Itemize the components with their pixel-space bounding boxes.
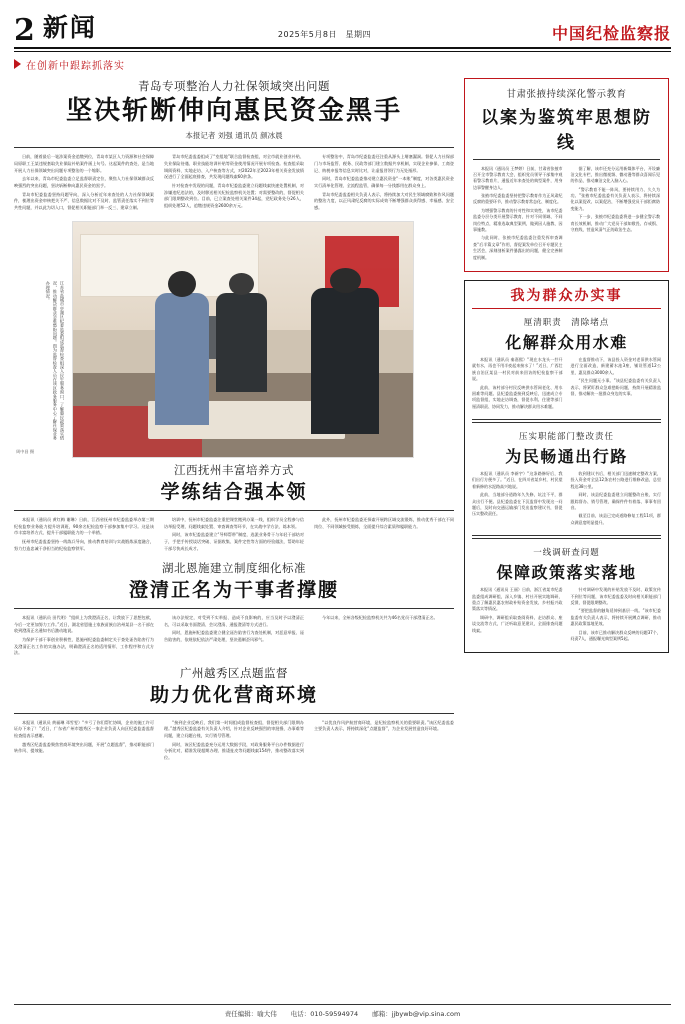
- right-item-1-text-col-1: 本报讯（通讯员 秦嘉熙）“现在水龙头一拧开就有水，再也不用半夜起来接水了！”近日，广西壮族自治区某县一村民对前来回访的纪检监察干部说。 此前，该村部分村民反映供水管网老化、用水困难等问题。县纪委监委接到反映后，迅速成立专项监督组，实地走访调查，督促水利、住建等部门厘清职责、协同发力，推动解决群众用水难题。: [472, 356, 563, 409]
- article-2-headline: 学练结合强本领: [160, 481, 308, 504]
- lead-text-col-1: 日前，随着最后一笔涉案资金追缴到位，青岛市某区人力资源和社会保障局原职工王某违规套取失业保险补贴案件画上句号。这起案件的查处，是当地开展人力社保领域突出问题专项整治的一个缩影。 去年以来，青岛市纪委监委立足监督职责定位，聚焦人力社保领域群众反映强烈的突出问题，坚决斩断伸向惠民资金的黑手。 青岛市纪委监委坚持问题导向，深入分析近年来查处的人力社保领域案件，梳理出资金审核把关不严、信息数据比对不及时、监管责任落实不到位等共性问题，并以此为切入口，督促相关职能部门举一反三、建章立制。: [14, 154, 154, 210]
- column-strip: [14, 57, 671, 72]
- right-item-3-text-col-2: 针对调研中发现的补贴发放不及时、政策宣传不到位等问题，该市纪委监委及时向相关职能部门反馈，督促限期整改。 “要把监督的触角延伸到基层一线。”该市纪委监委有关负责人表示，将持续开展蹲点调研，推动惠民政策落地见效。 目前，该市已推动解决群众反映的问题37个，问责7人，通报曝光典型案例5起。: [570, 587, 661, 641]
- article-4-headline: 助力优化营商环境: [149, 683, 318, 706]
- article-4-kicker: 广州越秀区点题监督: [180, 665, 288, 680]
- lead-headline: 坚决斩断伸向惠民资金黑手: [65, 95, 402, 126]
- lead-text-col-2: 青岛市纪委监委组成了“室组地”联合监督检查组，对全市就业创业补贴、失业保险待遇、职业技能培训补贴等资金使用情况开展专项检查。检查组采取调阅资料、实地走访、入户核查等方式，对2022年至2023年相关资金发放情况进行了全面起底排查，共发现问题线索60余条。 针对检查中发现的问题，青岛市纪委监委建立问题线索快速处置机制，对涉嫌违纪违法的，及时移送相关纪检监察机关处置；对需要整改的，督促相关部门限期整改到位。目前，已立案查处相关案件34起，党纪政务处分26人，组织处理52人，追缴违规资金2600余万元。: [164, 154, 304, 208]
- right-item-1-kicker: 厘清职责 清除堵点: [523, 317, 610, 328]
- article-4: [14, 665, 454, 764]
- divider: [14, 608, 454, 609]
- divider: [472, 535, 661, 539]
- masthead-left: [14, 8, 97, 48]
- article-4-text-col-2: “接到企业反映后，我们第一时间组成监督检查组，督促相关部门限期办理。”越秀区纪委监委有关负责人介绍，针对企业反映强烈的审批慢、办事难等问题，建立问题台账，实行销号管理。 同时，该区纪委监委充分运用大数据手段，对政务服务平台办件数据进行分析比对，精准发现超期办理、推诿扯皮等问题线索154件，推动整改落实到位。: [164, 719, 304, 760]
- issue-date: 2025年5月8日 星期四: [277, 30, 371, 39]
- news-photo: [72, 221, 414, 458]
- right-item-3-kicker: 一线调研查问题: [533, 548, 600, 559]
- photo-credit: 周中昌 摄: [16, 449, 35, 455]
- masthead-rule-2: [14, 51, 671, 52]
- right-top-kicker: 甘肃张掖持续深化警示教育: [506, 88, 627, 100]
- article-3-kicker: 湖北恩施建立制度细化标准: [162, 561, 306, 576]
- footer-editor: 责任编辑：喻大伟: [224, 1010, 277, 1018]
- article-lead: [14, 78, 454, 214]
- article-2-kicker: 江西抚州丰富培养方式: [174, 463, 294, 478]
- article-2-text-col-1: 本报讯（通讯员 黄红梅 谢琳）日前，江西省抚州市纪委监委举办第三期纪检监察业务能力提升培训班，90余名纪检监察干部参加集中学习。这是该市丰富培养方式、提升干部履职能力的一个举措。 抚州市纪委监委坚持一线练兵导向，推动教育培训与实战锻炼深度融合，努力打造忠诚干净担当的纪检监察铁军。: [14, 517, 154, 551]
- body-grid: [14, 78, 671, 764]
- divider: [472, 419, 661, 423]
- footer-phone: 电话：010-59594974: [290, 1010, 359, 1018]
- paper-name: 中国纪检监察报: [551, 24, 671, 43]
- photo-caption: 江苏省盐城市亭湖区纪委监委组成监督检查组深入民生服务窗口，了解惠民政策落实情况，推动解决群众急难愁盼问题。图为监督检查人员在该区政务服务中心了解社保业务办理情况。: [45, 281, 65, 441]
- divider: [14, 510, 454, 511]
- triangle-bullet-icon: [14, 59, 21, 69]
- article-3-headline: 澄清正名为干事者撑腰: [128, 579, 339, 602]
- right-item-2-text-col-2: 收到建议书后，相关部门迅速制定整改方案，投入资金对全县12条农村公路进行维修改造，总里程达38公里。 同时，该县纪委监委建立问题整改台账，实行跟踪督办、销号管理，确保件件有着落、事事有回音。 截至目前，该县已完成道路修复工程11项，群众满意度明显提升。: [570, 471, 661, 525]
- page-footer: [14, 1004, 671, 1018]
- article-3: [14, 560, 454, 659]
- divider: [14, 713, 454, 714]
- column-strip-label: 在创新中跟踪抓落实: [26, 60, 125, 72]
- article-2: [14, 462, 454, 554]
- right-item-2-kicker: 压实职能部门整改责任: [518, 432, 614, 443]
- divider: [473, 159, 660, 160]
- right-item-1-headline: 化解群众用水难: [505, 332, 628, 352]
- section-title: 新闻: [42, 13, 97, 42]
- photo-block: [14, 221, 454, 458]
- masthead: [14, 0, 671, 48]
- right-item-3: [472, 546, 661, 644]
- right-top-text-col-2: 据了解，该市还充分运用新媒体平台，开设廉洁文化专栏，推出微视频、微动漫等群众喜闻乐见的作品，推动廉洁文化入脑入心。 “警示教育不能一阵风，要持续用力、久久为功。”张掖市纪委监委有关负责人表示，将持续深化以案促改、以案促治，不断增强党员干部拒腐防变能力。 下一步，张掖市纪委监委将进一步健全警示教育长效机制，推动广大党员干部知敬畏、存戒惧、守底线，营造风清气正的政治生态。: [570, 165, 660, 233]
- page-number: 2: [14, 13, 35, 48]
- footer-email: 邮箱：jjbywb@vip.sina.com: [372, 1010, 461, 1018]
- right-item-2-headline: 为民畅通出行路: [505, 447, 628, 467]
- section-banner: 我为群众办实事: [472, 285, 661, 309]
- right-top-headline: 以案为鉴筑牢思想防线: [481, 107, 652, 153]
- lead-text-col-3: 专项整治中，青岛市纪委监委还注重从源头上堵塞漏洞。督促人力社保部门与市场监管、税务、民政等部门建立数据共享机制，实现企业参保、工商登记、纳税申报等信息实时比对，让虚报冒领行为无处遁形。 同时，青岛市纪委监委推动建立惠民资金“一本账”制度，对各类惠民资金实行清单化管理、全流程监管，确保每一分钱都用在群众身上。 青岛市纪委监委相关负责人表示，将持续加大对民生领域腐败和作风问题的整治力度，以正风肃纪反腐的实际成效不断增强群众获得感、幸福感、安全感。: [314, 154, 454, 210]
- divider: [14, 147, 454, 148]
- article-3-text-col-2: 该办法规定，对受到不实举报、造成不良影响的，应当及时予以澄清正名，可以采取书面澄清、会议澄清、通报澄清等方式进行。 同时，恩施州纪委监委建立健全诬告陷害行为查处机制，对恶意举报、诬告陷害的，依规依纪依法严肃处理，坚决遏制歪风邪气。: [164, 615, 304, 642]
- article-3-text-col-3: 今年以来，全州各级纪检监察机关共为46名党员干部澄清正名。: [322, 615, 438, 621]
- article-3-text-col-1: 本报讯（通讯员 田代明）“组织上为我澄清正名，让我放下了思想包袱，今后一定更加努力工作。”近日，湖北省恩施土家族苗族自治州某县一名干部在收到澄清正名通知书后激动地说。 为保护干部干事创业积极性，恩施州纪委监委制定关于查处诬告陷害行为及澄清正名工作的实施办法，明确澄清正名的适用情形、工作程序和方式方法。: [14, 615, 154, 656]
- right-column: [464, 78, 669, 764]
- section-my-service-box: [464, 280, 669, 653]
- lead-kicker: 青岛专项整治人力社保领域突出问题: [138, 78, 330, 93]
- right-item-2: [472, 430, 661, 528]
- right-item-3-text-col-1: 本报讯（通讯员 王丽）日前，浙江省某市纪委监委组成调研组，深入乡镇、村社开展实地调研，重点了解惠民惠农财政补贴资金发放、乡村振兴政策落实等情况。 调研中，调研组采取查阅资料、走访群众、座谈交流等方式，广泛听取意见建议，全面排查问题线索。: [472, 587, 563, 633]
- lead-byline: 本报记者 刘强 通讯员 颜冰晨: [185, 131, 283, 141]
- masthead-rule: [14, 47, 671, 49]
- article-right-top: [464, 78, 669, 272]
- right-item-1-text-col-2: 在监督推动下，该县投入资金对老旧供水管网进行全面改造，新建蓄水池3座，铺设管道12公里，惠及群众3000余人。 “民生问题无小事。”该县纪委监委有关负责人表示，将紧盯群众急难愁盼问题，持续开展精准监督，推动解决一批群众身边的实事。: [570, 356, 661, 396]
- left-column: [14, 78, 454, 764]
- article-4-text-col-3: “以优良作风护航营商环境，是纪检监察机关的重要职责。”该区纪委监委主要负责人表示，将持续深化“点题监督”，为企业发展营造良好环境。: [314, 719, 454, 732]
- article-4-text-col-1: 本报讯（通讯员 黄福琳 邓雪雯）“多亏了你们帮忙协调，企业的施工许可证办下来了！”近日，广东省广州市越秀区一家企业负责人向区纪委监委监督检查组表示感谢。 越秀区纪委监委聚焦营商环境突出问题，开展“点题监督”，推动职能部门转作风、提效能。: [14, 719, 154, 754]
- article-2-text-col-3: 此外，抚州市纪委监委还探索开展跨区域交流锻炼，推动优秀干部在不同岗位、不同领域接受锻炼，全面提升综合素质和履职能力。: [314, 517, 454, 529]
- article-2-text-col-2: 培训中，抚州市纪委监委注重把课堂搬到办案一线，组织学员全程参与信访举报受理、问题线索处置、审查调查等环节，在实战中学方法、练本领。 同时，该市纪委监委建立“导师帮带”制度，选派业务骨干与年轻干部结对子，手把手传授谈话突破、证据收集、案件定性等方面的经验做法，帮助年轻干部尽快成长成才。: [164, 517, 304, 551]
- right-item-2-text-col-1: 本报讯（通讯员 李新宇）“这条路修好后，我们出行方便多了。”近日，在四川省某乡村，村民望着新修的水泥路高兴地说。 此前，当地部分道路年久失修，坑洼不平，群众出行不便。县纪委监委在下沉监督中发现这一问题后，及时向交通运输部门发出监察建议书，督促压实整改责任。: [472, 471, 563, 517]
- right-item-1: [472, 316, 661, 412]
- right-top-text-col-1: 本报讯（通讯员 王梦婷）日前，甘肃省张掖市召开全市警示教育大会，组织党员领导干部集中观看警示教育片，通报近年来查处的典型案件，用身边事警醒身边人。 张掖市纪委监委坚持把警示教育作为正风肃纪反腐的重要环节，推动警示教育常态化、制度化。 为增强警示教育的针对性和实效性，该市纪委监委分层分类开展警示教育，针对不同领域、不同岗位特点，精准选取典型案例，做到因人施教、因事施教。 与此同时，张掖市纪委监委注重发挥审查调查“后半篇文章”作用，督促案发单位召开专题民主生活会，深刻剖析案件暴露出的问题，健全完善制度机制。: [473, 165, 563, 260]
- right-item-3-headline: 保障政策落实落地: [496, 563, 637, 583]
